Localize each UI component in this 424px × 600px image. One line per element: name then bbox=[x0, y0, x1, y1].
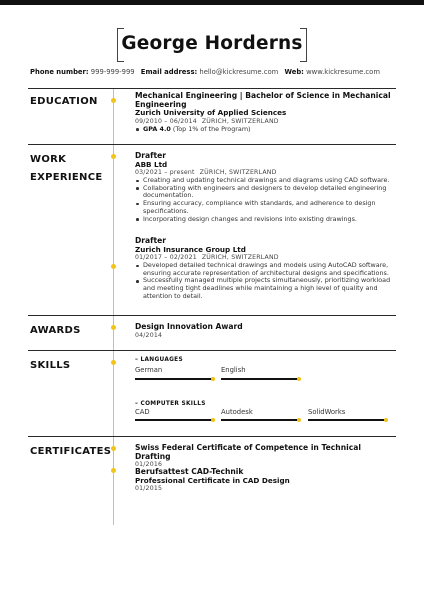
certificate-subtitle: Professional Certificate in CAD Design bbox=[135, 475, 290, 485]
award-date: 04/2014 bbox=[135, 331, 163, 339]
job-bullet: Incorporating design changes and revisions into existing drawings. bbox=[135, 216, 397, 224]
timeline-dot bbox=[111, 264, 116, 269]
timeline-dot bbox=[111, 446, 116, 451]
degree-title: Mechanical Engineering | Bachelor of Science in Mechanical Engineering bbox=[135, 91, 391, 109]
job-bullet: Ensuring accuracy, compliance with standards, and adherence to design specifications. bbox=[135, 200, 397, 215]
job-title: Drafter bbox=[135, 236, 167, 245]
email-value: hello@kickresume.com bbox=[199, 68, 279, 76]
section-rule bbox=[28, 144, 396, 145]
skill-level-bar bbox=[135, 378, 213, 380]
award-entry bbox=[135, 323, 397, 340]
job-bullet: Developed detailed technical drawings and models using AutoCAD software, ensuring accurate representation of architectural designs and specifications. bbox=[135, 262, 397, 277]
job-bullets bbox=[135, 262, 397, 301]
education-entry bbox=[135, 92, 397, 133]
certificate-entry bbox=[135, 444, 397, 469]
section-skills: SKILLS bbox=[30, 360, 71, 371]
gpa-label: GPA 4.0 bbox=[143, 124, 171, 133]
skill-level-dot bbox=[384, 418, 388, 422]
skill-name: CAD bbox=[135, 408, 150, 416]
gpa-note: (Top 1% of the Program) bbox=[172, 124, 251, 133]
contact-line bbox=[30, 68, 384, 76]
section-rule bbox=[28, 315, 396, 316]
school-name: Zurich University of Applied Sciences bbox=[135, 108, 287, 118]
skill-level-bar bbox=[135, 419, 213, 421]
job-dates: 01/2017 – 02/2021 bbox=[135, 254, 197, 261]
timeline-dot bbox=[111, 98, 116, 103]
job-location: ZÜRICH, SWITZERLAND bbox=[199, 169, 277, 176]
computer-skills-heading: – COMPUTER SKILLS bbox=[135, 401, 206, 407]
job-title: Drafter bbox=[135, 151, 167, 160]
web-label: Web: bbox=[284, 68, 304, 76]
timeline-dot bbox=[111, 360, 116, 365]
skill-name: German bbox=[135, 366, 163, 374]
top-bar bbox=[0, 0, 424, 5]
job-location: ZÜRICH, SWITZERLAND bbox=[201, 254, 279, 261]
certificate-entry bbox=[135, 468, 397, 493]
timeline-dot bbox=[111, 154, 116, 159]
job-company: Zurich Insurance Group Ltd bbox=[135, 244, 246, 254]
education-location: ZÜRICH, SWITZERLAND bbox=[201, 117, 279, 125]
skill-name: Autodesk bbox=[221, 408, 253, 416]
section-experience: EXPERIENCE bbox=[30, 172, 103, 183]
job-bullets bbox=[135, 177, 397, 223]
job-bullet: Successfully managed multiple projects simultaneously, prioritizing workload and meeting tight deadlines while maintaining a high level of quality and attention to detail. bbox=[135, 277, 397, 300]
job-bullet: Creating and updating technical drawings and diagrams using CAD software. bbox=[135, 177, 397, 185]
skill-level-bar bbox=[221, 419, 299, 421]
phone-label: Phone number: bbox=[30, 68, 89, 76]
section-work: WORK bbox=[30, 154, 67, 165]
phone-value: 999-999-999 bbox=[90, 68, 135, 76]
languages-heading: – LANGUAGES bbox=[135, 357, 183, 363]
timeline-dot bbox=[111, 325, 116, 330]
name-header bbox=[117, 28, 307, 62]
timeline-dot bbox=[111, 468, 116, 473]
section-education: EDUCATION bbox=[30, 96, 98, 107]
skill-level-bar bbox=[308, 419, 386, 421]
certificate-date: 01/2016 bbox=[135, 461, 163, 469]
candidate-name: George Horderns bbox=[121, 33, 303, 54]
section-rule bbox=[28, 88, 396, 89]
award-title: Design Innovation Award bbox=[135, 322, 243, 331]
email-label: Email address: bbox=[140, 68, 198, 76]
gpa-item bbox=[135, 126, 397, 134]
job-dates: 03/2021 – present bbox=[135, 169, 195, 176]
education-dates: 09/2010 – 06/2014 bbox=[135, 117, 197, 125]
section-certificates: CERTIFICATES bbox=[30, 446, 112, 457]
section-awards: AWARDS bbox=[30, 325, 81, 336]
skill-level-dot bbox=[297, 418, 301, 422]
job-bullet: Collaborating with engineers and designers to develop detailed engineering documentation. bbox=[135, 185, 397, 200]
job-company: ABB Ltd bbox=[135, 159, 168, 169]
job-entry bbox=[135, 237, 397, 301]
skill-level-bar bbox=[221, 378, 299, 380]
section-rule bbox=[28, 350, 396, 351]
certificate-title: Berufsattest CAD-Technik bbox=[135, 467, 244, 476]
web-value: www.kickresume.com bbox=[306, 68, 380, 76]
certificate-title: Swiss Federal Certificate of Competence in Technical Drafting bbox=[135, 443, 361, 461]
job-entry bbox=[135, 152, 397, 223]
certificate-date: 01/2015 bbox=[135, 485, 163, 492]
skill-level-dot bbox=[297, 377, 301, 381]
section-rule bbox=[28, 436, 396, 437]
skill-level-dot bbox=[211, 377, 215, 381]
skill-name: SolidWorks bbox=[308, 408, 346, 416]
skill-level-dot bbox=[211, 418, 215, 422]
skill-name: English bbox=[221, 366, 246, 374]
